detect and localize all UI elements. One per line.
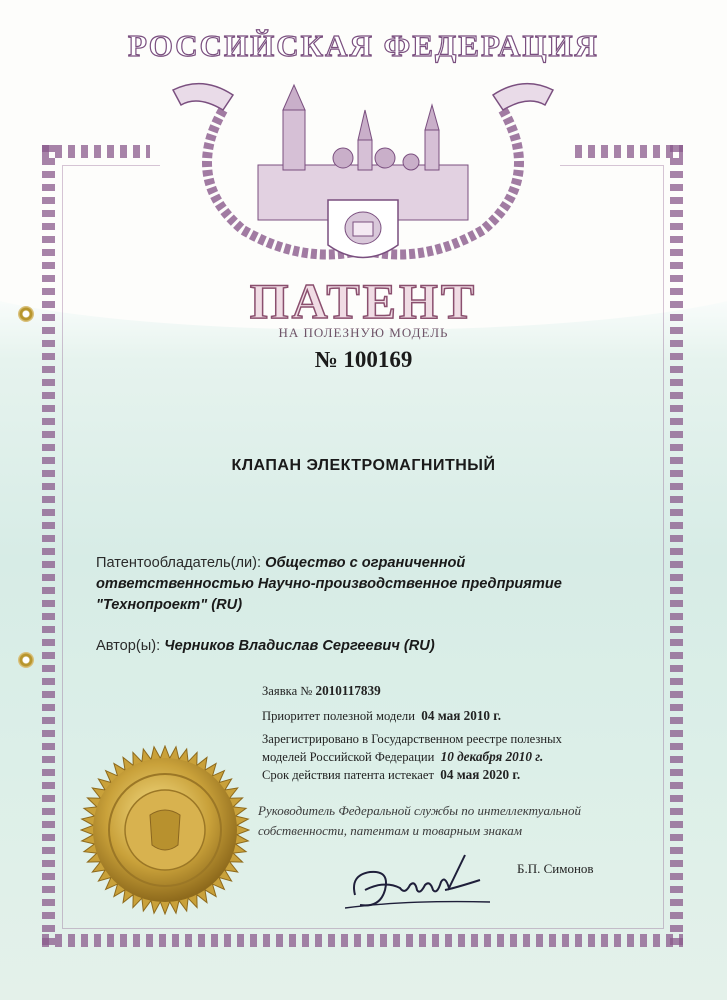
author-value: Черников Владислав Сергеевич (RU)	[164, 638, 435, 654]
priority-label: Приоритет полезной модели	[262, 709, 415, 723]
kremlin-emblem-icon	[163, 70, 563, 270]
application-number: 2010117839	[315, 683, 381, 698]
author-label: Автор(ы):	[96, 638, 161, 654]
expiry-line	[262, 767, 520, 783]
signature-icon	[345, 850, 495, 920]
patent-author	[96, 638, 641, 654]
ornament-border-bottom	[42, 934, 683, 947]
document-type-heading: ПАТЕНТ	[249, 273, 478, 329]
patent-owner	[96, 553, 641, 616]
head-position-line2: собственности, патентам и товарным знакам	[258, 823, 523, 838]
priority-date: 04 мая 2010 г.	[421, 708, 502, 723]
owner-value-line1: Общество с ограниченной	[265, 555, 466, 571]
head-position	[258, 801, 678, 841]
expiry-label: Срок действия патента истекает	[262, 768, 434, 782]
priority-line	[262, 708, 501, 724]
ornament-border-left	[42, 145, 55, 947]
registered-text-2: моделей Российской Федерации	[262, 750, 435, 764]
document-subtitle: НА ПОЛЕЗНУЮ МОДЕЛЬ	[278, 325, 449, 340]
gold-seal-icon	[80, 745, 250, 915]
expiry-date: 04 мая 2020 г.	[440, 767, 521, 782]
registered-line	[262, 730, 562, 766]
owner-value-line2: ответственностью Научно-производственное предприятие	[96, 576, 562, 592]
registered-text-1: Зарегистрировано в Государственном реестре полезных	[262, 732, 562, 746]
invention-title: КЛАПАН ЭЛЕКТРОМАГНИТНЫЙ	[231, 457, 496, 474]
head-position-line1: Руководитель Федеральной службы по интеллектуальной	[258, 803, 582, 818]
owner-value-line3: "Технопроект" (RU)	[96, 597, 243, 613]
registered-date: 10 декабря 2010 г.	[440, 749, 544, 764]
head-name: Б.П. Симонов	[517, 861, 594, 876]
binder-hole-bottom	[18, 652, 34, 668]
owner-label: Патентообладатель(ли):	[96, 555, 262, 571]
patent-number: № 100169	[314, 347, 413, 372]
application-line	[262, 683, 381, 699]
country-heading: РОССИЙСКАЯ ФЕДЕРАЦИЯ	[128, 28, 599, 63]
application-label: Заявка №	[262, 684, 313, 698]
